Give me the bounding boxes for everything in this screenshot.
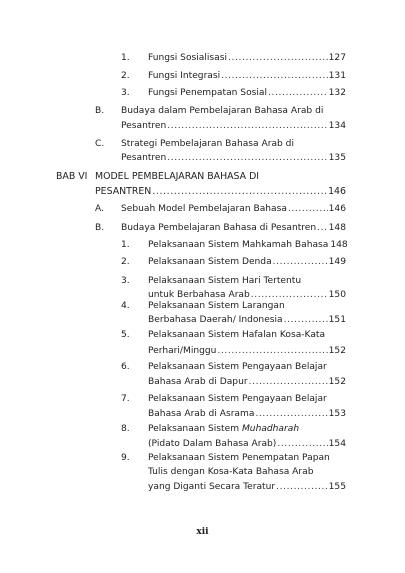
toc-page-number: 134 [328,121,346,131]
dot-leader [249,377,328,387]
toc-entry[interactable] [95,186,346,197]
toc-item-number: 8. [121,424,130,434]
toc-page-number: 132 [328,88,346,98]
toc-entry[interactable] [148,71,346,81]
toc-item-number: 3. [121,276,130,286]
toc-item-number: B. [95,106,105,116]
toc-item-number: 4. [121,301,130,311]
dot-leader [221,71,327,81]
toc-item-title: Fungsi Penempatan Sosial [148,88,267,98]
toc-item-title: Pelaksanaan Sistem Muhadharah [148,424,300,434]
toc-entry[interactable] [148,240,346,250]
toc-item-number: B. [95,223,105,233]
toc-item-number: 9. [121,453,130,463]
toc-item-number: 2. [121,257,130,267]
toc-item-number: 2. [121,71,130,81]
page-number: xii [196,527,209,537]
toc-item-title-continued: (Pidato Dalam Bahasa Arab) [148,439,277,449]
dot-leader [273,257,328,267]
toc-page-number: 148 [330,240,348,250]
toc-item-number: 7. [121,394,130,404]
toc-page-number: 131 [328,71,346,81]
toc-entry[interactable] [148,257,346,267]
toc-item-title: Sebuah Model Pembelajaran Bahasa [121,204,287,214]
toc-entry[interactable] [121,121,346,131]
dot-leader [277,439,327,449]
toc-item-title: Pelaksanaan Sistem Penempatan Papan [148,453,330,463]
toc-entry[interactable] [148,409,346,419]
toc-page-number: 127 [328,53,346,63]
toc-item-title-continued: Tulis dengan Kosa-Kata Bahasa Arab [148,467,314,477]
toc-entry[interactable] [148,377,346,387]
italic-term: Muhadharah [241,424,300,434]
toc-entry[interactable] [148,53,346,63]
toc-item-title: Pelaksanaan Sistem Pengayaan Belajar [148,362,327,372]
toc-item-number: 1. [121,240,130,250]
toc-page-number: 154 [328,439,346,449]
chapter-title-continued: PESANTREN [95,186,152,197]
toc-item-title-continued: Pesantren [121,121,167,131]
toc-item-title-continued: Perhari/Minggu [148,346,217,356]
dot-leader [167,153,327,163]
toc-item-title: Pelaksanaan Sistem Hari Tertentu [148,276,302,286]
toc-item-number: 6. [121,362,130,372]
toc-item-title-continued: Berbahasa Daerah/ Indonesia [148,315,283,325]
toc-item-number: 3. [121,88,130,98]
toc-page-number: 148 [328,223,346,233]
chapter-title: MODEL PEMBELAJARAN BAHASA DI [95,171,260,182]
toc-item-title: Budaya dalam Pembelajaran Bahasa Arab di [121,106,324,116]
toc-item-title: Pelaksanaan Sistem Denda [148,257,272,267]
dot-leader [228,53,328,63]
toc-item-number: C. [95,139,105,149]
toc-entry[interactable] [148,88,346,98]
toc-page-number: 146 [328,204,346,214]
dot-leader [268,88,328,98]
toc-entry[interactable] [148,346,346,356]
toc-item-title: Fungsi Integrasi [148,71,221,81]
toc-entry[interactable] [121,153,346,163]
toc-entry[interactable] [121,223,346,233]
toc-item-title: Pelaksanaan Sistem Pengayaan Belajar [148,394,327,404]
toc-entry[interactable] [148,315,346,325]
toc-page-number: 153 [328,409,346,419]
toc-page-number: 135 [328,153,346,163]
dot-leader [317,223,327,233]
toc-item-title-continued: yang Diganti Secara Teratur [148,482,276,492]
dot-leader [167,121,327,131]
toc-page-number: 146 [328,186,346,197]
toc-page-number: 152 [328,377,346,387]
toc-item-title-continued: Bahasa Arab di Dapur [148,377,248,387]
toc-item-title: Pelaksanaan Sistem Mahkamah Bahasa [148,240,329,250]
dot-leader [284,315,328,325]
toc-page-number: 150 [328,290,346,300]
toc-entry[interactable] [148,482,346,492]
toc-item-title-continued: Bahasa Arab di Asrama [148,409,255,419]
dot-leader [217,346,327,356]
toc-item-title: Pelaksanaan Sistem Hafalan Kosa-Kata [148,330,326,340]
toc-page-number: 151 [328,315,346,325]
dot-leader [276,482,328,492]
toc-entry[interactable] [148,439,346,449]
toc-page-number: 155 [328,482,346,492]
toc-item-number: A. [95,204,104,214]
dot-leader [255,409,327,419]
toc-item-number: 5. [121,330,130,340]
toc-item-title: Budaya Pembelajaran Bahasa di Pesantren [121,223,317,233]
chapter-number: BAB VI [56,171,88,182]
toc-item-title: Pelaksanaan Sistem Larangan [148,301,285,311]
dot-leader [152,186,327,197]
toc-page-number: 152 [328,346,346,356]
dot-leader [288,204,328,214]
toc-item-number: 1. [121,53,130,63]
toc-entry[interactable] [148,290,346,300]
toc-page-number: 149 [328,257,346,267]
toc-item-title: Fungsi Sosialisasi [148,53,227,63]
toc-item-title: Strategi Pembelajaran Bahasa Arab di [121,139,294,149]
dot-leader [251,290,328,300]
toc-item-title-continued: Pesantren [121,153,167,163]
toc-entry[interactable] [121,204,346,214]
toc-item-title-continued: untuk Berbahasa Arab [148,290,250,300]
